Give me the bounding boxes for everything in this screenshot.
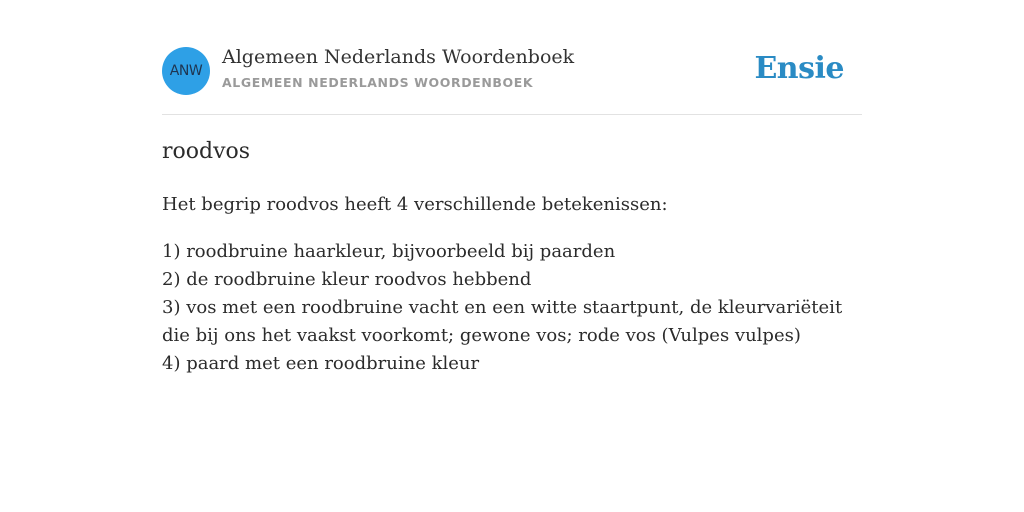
logo-text: ANW: [169, 63, 203, 79]
meanings-list: [162, 238, 862, 378]
meaning-item: 1) roodbruine haarkleur, bijvoorbeeld bij paarden: [162, 241, 616, 262]
source-header: [162, 46, 862, 115]
meaning-item: 4) paard met een roodbruine kleur: [162, 353, 480, 374]
meaning-item: 2) de roodbruine kleur roodvos hebbend: [162, 269, 532, 290]
ensie-brand-logo[interactable]: Ensie: [754, 51, 844, 86]
entry-intro: Het begrip roodvos heeft 4 verschillende betekenissen:: [162, 194, 668, 215]
source-title[interactable]: Algemeen Nederlands Woordenboek: [222, 46, 575, 68]
source-subtitle: ALGEMEEN NEDERLANDS WOORDENBOEK: [222, 75, 534, 90]
entry-word: roodvos: [162, 139, 251, 164]
anw-logo[interactable]: [162, 47, 210, 95]
meaning-item: 3) vos met een roodbruine vacht en een witte staartpunt, de kleurvariëteit die bij ons het vaakst voorkomt; gewone vos; rode vos (Vulpes vulpes): [162, 297, 843, 346]
entry-content: [162, 136, 862, 378]
